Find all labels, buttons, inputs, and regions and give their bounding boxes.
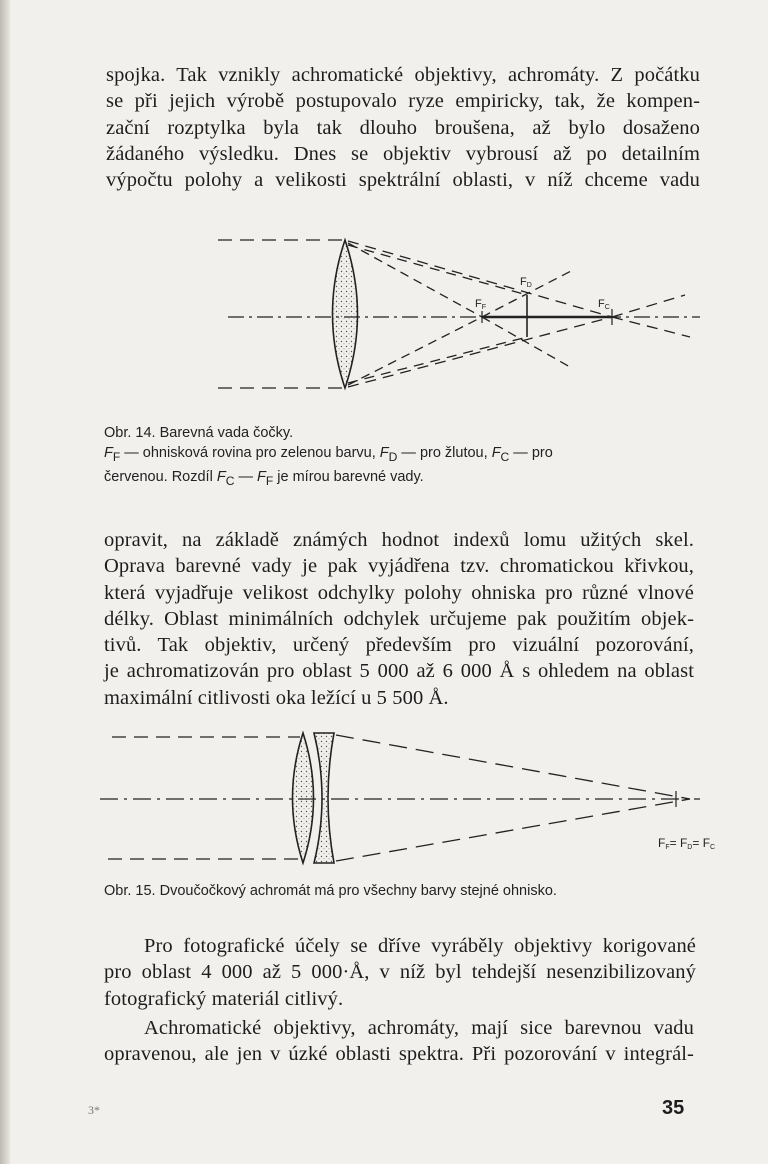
paragraph-3 (104, 933, 696, 1012)
caption-title: Obr. 14. Barevná vada čočky. (104, 425, 294, 441)
label-fc: FC (598, 298, 610, 311)
figure-15-caption: Obr. 15. Dvoučočkový achromát má pro všechny barvy stejné ohnisko. (104, 883, 557, 899)
page-number: 35 (662, 1097, 685, 1119)
label-common-focus: FF= FD= FC (658, 836, 716, 851)
text-line: Pro fotografické účely se dříve vyráběly objektivy korigované (144, 935, 696, 957)
text-line: žádaného výsledku. Dnes se objektiv vybrousí až po detailním (106, 142, 700, 165)
ray-yellow-top (348, 245, 527, 295)
ray-red-top-continued (612, 317, 690, 337)
text-line: která vyjadřuje velikost odchylky polohy ohniska pro různé vlnové (104, 581, 694, 604)
signature-mark: 3* (88, 1103, 100, 1117)
ray-red-bottom-continued (612, 295, 685, 317)
label-fd: FD (520, 276, 532, 289)
figure-14-chromatic-aberration (0, 225, 768, 415)
paragraph-4 (104, 1015, 694, 1068)
text-line: fotografický materiál citlivý. (104, 987, 344, 1010)
text-line: spojka. Tak vznikly achromatické objektivy, achromáty. Z počátku (106, 64, 700, 86)
text-line: zační rozptylka byla tak dlouho broušena, až bylo dosaženo (106, 116, 700, 139)
figure-14-caption (104, 423, 704, 491)
caption-line: červenou. Rozdíl $F_C$ — $F_F$ je mírou barevné vady. (104, 468, 424, 488)
caption-line: $F_F$ — ohnisková rovina pro zelenou barvu, $F_D$ — pro žlutou, $F_C$ — pro (104, 445, 553, 464)
figure-15-achromat (0, 725, 768, 870)
paragraph-2 (104, 527, 694, 711)
text-line: Achromatické objektivy, achromáty, mají sice barevnou vadu (144, 1017, 694, 1039)
text-line: tivů. Tak objektiv, určený především pro vizuální pozorování, (104, 634, 694, 657)
crown-lens (293, 733, 314, 863)
ray-green-top (348, 243, 482, 317)
text-line: pro oblast 4 000 až 5 000·Å, v níž byl tehdejší nesenzibilizovaný (104, 961, 696, 984)
text-line: délky. Oblast minimálních odchylek určujeme pak použitím objek- (104, 607, 694, 630)
text-line: opravenou, ale jen v úzké oblasti spektra. Při pozorování v integrál- (104, 1043, 694, 1066)
label-ff: FF (475, 298, 487, 311)
ray-green-top-continued (482, 317, 570, 367)
text-line: je achromatizován pro oblast 5 000 až 6 000 Å s ohledem na oblast (104, 660, 694, 683)
text-line: Oprava barevné vady je pak vyjádřena tzv. chromatickou křivkou, (104, 555, 694, 578)
page-binding-edge (0, 0, 10, 1164)
ray-yellow-bottom (348, 337, 527, 383)
ray-red-bottom (348, 317, 612, 387)
text-line: se při jejich výrobě postupovalo ryze empiricky, tak, že kompen- (106, 90, 700, 113)
flint-lens (314, 733, 334, 863)
text-line: opravit, na základě známých hodnot indexů lomu užitých skel. (104, 529, 694, 551)
paragraph-1 (106, 62, 700, 193)
ray-green-bottom (348, 317, 482, 385)
ray-bottom (336, 799, 690, 861)
text-line: maximální citlivosti oka ležící u 5 500 Å. (104, 686, 449, 709)
text-line: výpočtu polohy a velikosti spektrální oblasti, v níž chceme vadu (106, 169, 700, 192)
ray-top (336, 735, 690, 799)
convex-lens (333, 240, 358, 388)
